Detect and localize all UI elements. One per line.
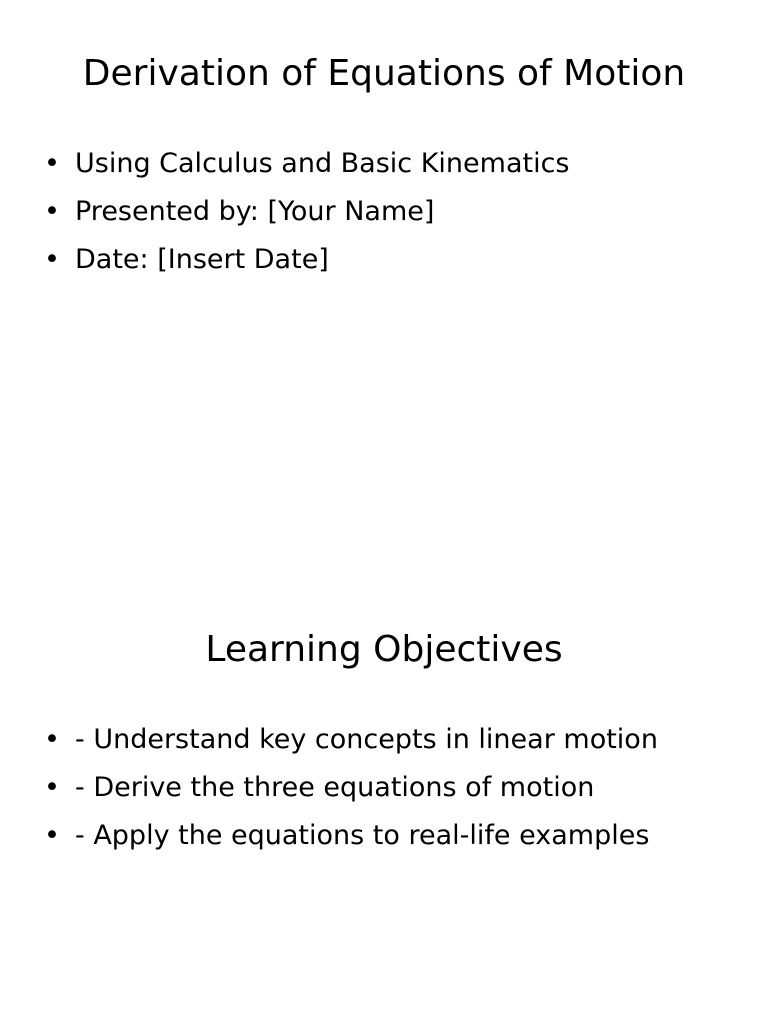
bullet-icon: • xyxy=(44,196,60,227)
bullet-text: Presented by: [Your Name] xyxy=(75,196,435,227)
bullet-text: Using Calculus and Basic Kinematics xyxy=(75,148,570,179)
bullet-item xyxy=(44,764,658,812)
bullet-icon: • xyxy=(44,772,60,803)
bullet-item xyxy=(44,812,658,860)
slide-title: Learning Objectives xyxy=(205,629,563,670)
bullet-text: - Derive the three equations of motion xyxy=(75,772,595,803)
slide-title: Derivation of Equations of Motion xyxy=(82,53,686,94)
bullet-text: Date: [Insert Date] xyxy=(75,244,329,275)
bullet-icon: • xyxy=(44,244,60,275)
slide-learning-objectives xyxy=(0,576,768,1024)
bullet-item xyxy=(44,716,658,764)
bullet-list xyxy=(44,716,658,860)
bullet-icon: • xyxy=(44,148,60,179)
bullet-icon: • xyxy=(44,820,60,851)
bullet-item xyxy=(44,236,570,284)
bullet-item xyxy=(44,140,570,188)
bullet-list xyxy=(44,140,570,284)
bullet-item xyxy=(44,188,570,236)
bullet-text: - Understand key concepts in linear motion xyxy=(75,724,658,755)
bullet-text: - Apply the equations to real-life examples xyxy=(75,820,650,851)
bullet-icon: • xyxy=(44,724,60,755)
